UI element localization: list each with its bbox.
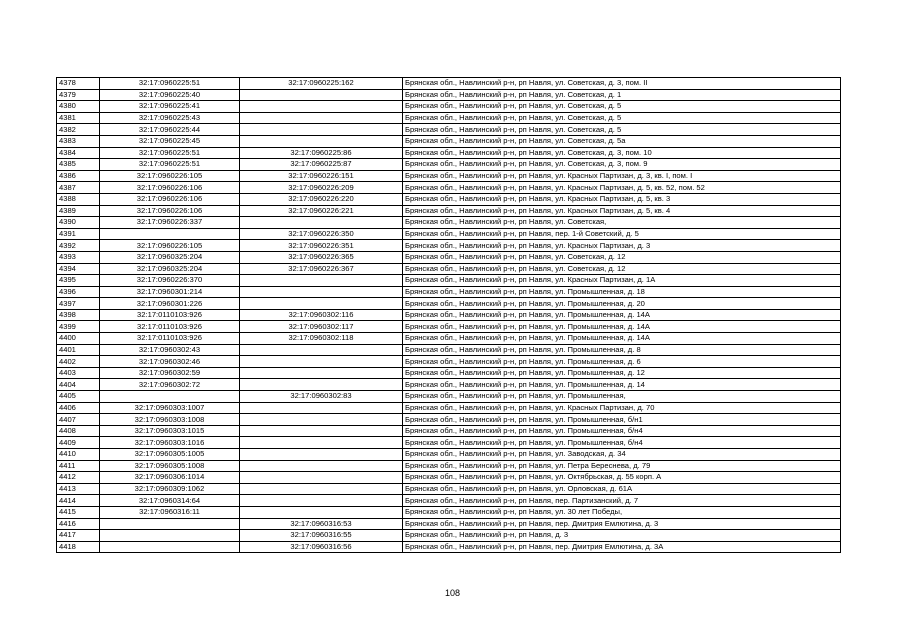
object-cadastral-number-cell bbox=[240, 414, 403, 426]
object-cadastral-number-cell bbox=[240, 495, 403, 507]
row-number-cell: 4410 bbox=[57, 449, 100, 461]
row-number-cell: 4397 bbox=[57, 298, 100, 310]
table-row bbox=[57, 286, 841, 298]
object-cadastral-number-cell: 32:17:0960226:221 bbox=[240, 205, 403, 217]
row-number-cell: 4392 bbox=[57, 240, 100, 252]
table-row bbox=[57, 483, 841, 495]
table-row bbox=[57, 344, 841, 356]
address-cell: Брянская обл., Навлинский р-н, рп Навля, ул. Промышленная, д. 6 bbox=[403, 356, 841, 368]
table-row bbox=[57, 263, 841, 275]
row-number-cell: 4381 bbox=[57, 112, 100, 124]
row-number-cell: 4407 bbox=[57, 414, 100, 426]
address-cell: Брянская обл., Навлинский р-н, рп Навля, ул. Промышленная, б/н4 bbox=[403, 425, 841, 437]
table-row bbox=[57, 367, 841, 379]
table-row bbox=[57, 425, 841, 437]
table-row bbox=[57, 124, 841, 136]
table-row bbox=[57, 437, 841, 449]
table-row bbox=[57, 414, 841, 426]
cadastral-number-cell: 32:17:0960306:1014 bbox=[100, 472, 240, 484]
object-cadastral-number-cell bbox=[240, 379, 403, 391]
object-cadastral-number-cell: 32:17:0960226:151 bbox=[240, 170, 403, 182]
table-row bbox=[57, 391, 841, 403]
cadastral-number-cell: 32:17:0960303:1008 bbox=[100, 414, 240, 426]
cadastral-number-cell: 32:17:0960225:45 bbox=[100, 135, 240, 147]
cadastral-number-cell bbox=[100, 541, 240, 553]
table-row bbox=[57, 356, 841, 368]
cadastral-number-cell bbox=[100, 530, 240, 542]
row-number-cell: 4378 bbox=[57, 78, 100, 90]
object-cadastral-number-cell: 32:17:0960302:117 bbox=[240, 321, 403, 333]
cadastral-number-cell: 32:17:0960305:1005 bbox=[100, 449, 240, 461]
row-number-cell: 4398 bbox=[57, 309, 100, 321]
object-cadastral-number-cell: 32:17:0960226:365 bbox=[240, 251, 403, 263]
registry-table-body bbox=[57, 78, 841, 553]
row-number-cell: 4408 bbox=[57, 425, 100, 437]
address-cell: Брянская обл., Навлинский р-н, рп Навля, ул. Советская, д. 12 bbox=[403, 251, 841, 263]
cadastral-number-cell: 32:17:0960305:1008 bbox=[100, 460, 240, 472]
row-number-cell: 4415 bbox=[57, 506, 100, 518]
cadastral-number-cell: 32:17:0960226:105 bbox=[100, 170, 240, 182]
address-cell: Брянская обл., Навлинский р-н, рп Навля, пер. Партизанский, д. 7 bbox=[403, 495, 841, 507]
cadastral-number-cell: 32:17:0960226:370 bbox=[100, 275, 240, 287]
cadastral-number-cell: 32:17:0960303:1015 bbox=[100, 425, 240, 437]
cadastral-number-cell: 32:17:0960226:106 bbox=[100, 182, 240, 194]
cadastral-number-cell: 32:17:0960226:105 bbox=[100, 240, 240, 252]
cadastral-number-cell: 32:17:0960303:1007 bbox=[100, 402, 240, 414]
address-cell: Брянская обл., Навлинский р-н, рп Навля, ул. Красных Партизан, д. 5, кв. 4 bbox=[403, 205, 841, 217]
table-row bbox=[57, 101, 841, 113]
cadastral-number-cell: 32:17:0960303:1016 bbox=[100, 437, 240, 449]
object-cadastral-number-cell: 32:17:0960302:118 bbox=[240, 333, 403, 345]
table-row bbox=[57, 251, 841, 263]
object-cadastral-number-cell bbox=[240, 275, 403, 287]
object-cadastral-number-cell bbox=[240, 286, 403, 298]
cadastral-number-cell bbox=[100, 391, 240, 403]
row-number-cell: 4400 bbox=[57, 333, 100, 345]
object-cadastral-number-cell bbox=[240, 437, 403, 449]
address-cell: Брянская обл., Навлинский р-н, рп Навля, ул. Заводская, д. 34 bbox=[403, 449, 841, 461]
cadastral-number-cell: 32:17:0960302:59 bbox=[100, 367, 240, 379]
address-cell: Брянская обл., Навлинский р-н, рп Навля, ул. Промышленная, б/н4 bbox=[403, 437, 841, 449]
object-cadastral-number-cell bbox=[240, 402, 403, 414]
address-cell: Брянская обл., Навлинский р-н, рп Навля, ул. Промышленная, д. 12 bbox=[403, 367, 841, 379]
cadastral-number-cell: 32:17:0960316:11 bbox=[100, 506, 240, 518]
address-cell: Брянская обл., Навлинский р-н, рп Навля, пер. Дмитрия Емлютина, д. 3А bbox=[403, 541, 841, 553]
table-row bbox=[57, 182, 841, 194]
cadastral-number-cell: 32:17:0960301:226 bbox=[100, 298, 240, 310]
table-row bbox=[57, 495, 841, 507]
row-number-cell: 4401 bbox=[57, 344, 100, 356]
row-number-cell: 4391 bbox=[57, 228, 100, 240]
object-cadastral-number-cell: 32:17:0960316:53 bbox=[240, 518, 403, 530]
row-number-cell: 4416 bbox=[57, 518, 100, 530]
address-cell: Брянская обл., Навлинский р-н, рп Навля, ул. Промышленная, д. 18 bbox=[403, 286, 841, 298]
row-number-cell: 4389 bbox=[57, 205, 100, 217]
registry-table bbox=[56, 77, 841, 553]
row-number-cell: 4405 bbox=[57, 391, 100, 403]
address-cell: Брянская обл., Навлинский р-н, рп Навля, ул. 30 лет Победы, bbox=[403, 506, 841, 518]
address-cell: Брянская обл., Навлинский р-н, рп Навля, ул. Октябрьская, д. 55 корп. А bbox=[403, 472, 841, 484]
address-cell: Брянская обл., Навлинский р-н, рп Навля, ул. Промышленная, bbox=[403, 391, 841, 403]
table-row bbox=[57, 402, 841, 414]
object-cadastral-number-cell bbox=[240, 124, 403, 136]
row-number-cell: 4402 bbox=[57, 356, 100, 368]
cadastral-number-cell: 32:17:0960225:51 bbox=[100, 159, 240, 171]
object-cadastral-number-cell bbox=[240, 135, 403, 147]
object-cadastral-number-cell: 32:17:0960225:87 bbox=[240, 159, 403, 171]
row-number-cell: 4409 bbox=[57, 437, 100, 449]
address-cell: Брянская обл., Навлинский р-н, рп Навля, ул. Красных Партизан, д. 70 bbox=[403, 402, 841, 414]
table-row bbox=[57, 460, 841, 472]
object-cadastral-number-cell: 32:17:0960226:209 bbox=[240, 182, 403, 194]
address-cell: Брянская обл., Навлинский р-н, рп Навля, д. 3 bbox=[403, 530, 841, 542]
table-row bbox=[57, 193, 841, 205]
row-number-cell: 4395 bbox=[57, 275, 100, 287]
table-row bbox=[57, 506, 841, 518]
row-number-cell: 4418 bbox=[57, 541, 100, 553]
address-cell: Брянская обл., Навлинский р-н, рп Навля, ул. Промышленная, д. 14А bbox=[403, 321, 841, 333]
table-row bbox=[57, 217, 841, 229]
row-number-cell: 4387 bbox=[57, 182, 100, 194]
cadastral-number-cell: 32:17:0960225:44 bbox=[100, 124, 240, 136]
row-number-cell: 4386 bbox=[57, 170, 100, 182]
table-row bbox=[57, 275, 841, 287]
row-number-cell: 4385 bbox=[57, 159, 100, 171]
object-cadastral-number-cell: 32:17:0960302:116 bbox=[240, 309, 403, 321]
table-row bbox=[57, 240, 841, 252]
table-row bbox=[57, 298, 841, 310]
address-cell: Брянская обл., Навлинский р-н, рп Навля, пер. 1-й Советский, д. 5 bbox=[403, 228, 841, 240]
table-row bbox=[57, 135, 841, 147]
address-cell: Брянская обл., Навлинский р-н, рп Навля, ул. Советская, д. 5 bbox=[403, 124, 841, 136]
address-cell: Брянская обл., Навлинский р-н, рп Навля, ул. Советская, д. 12 bbox=[403, 263, 841, 275]
address-cell: Брянская обл., Навлинский р-н, рп Навля, ул. Красных Партизан, д. 3, кв. I, пом. I bbox=[403, 170, 841, 182]
address-cell: Брянская обл., Навлинский р-н, рп Навля, ул. Советская, д. 5а bbox=[403, 135, 841, 147]
address-cell: Брянская обл., Навлинский р-н, рп Навля, ул. Промышленная, д. 14А bbox=[403, 333, 841, 345]
table-row bbox=[57, 112, 841, 124]
row-number-cell: 4396 bbox=[57, 286, 100, 298]
address-cell: Брянская обл., Навлинский р-н, рп Навля, ул. Советская, д. 5 bbox=[403, 112, 841, 124]
row-number-cell: 4406 bbox=[57, 402, 100, 414]
row-number-cell: 4414 bbox=[57, 495, 100, 507]
cadastral-number-cell bbox=[100, 228, 240, 240]
table-row bbox=[57, 170, 841, 182]
address-cell: Брянская обл., Навлинский р-н, рп Навля, ул. Орловская, д. 61А bbox=[403, 483, 841, 495]
cadastral-number-cell: 32:17:0960325:204 bbox=[100, 251, 240, 263]
address-cell: Брянская обл., Навлинский р-н, рп Навля, ул. Промышленная, д. 20 bbox=[403, 298, 841, 310]
table-row bbox=[57, 449, 841, 461]
object-cadastral-number-cell bbox=[240, 472, 403, 484]
row-number-cell: 4403 bbox=[57, 367, 100, 379]
cadastral-number-cell: 32:17:0960225:51 bbox=[100, 147, 240, 159]
object-cadastral-number-cell bbox=[240, 356, 403, 368]
cadastral-number-cell: 32:17:0960302:46 bbox=[100, 356, 240, 368]
cadastral-number-cell: 32:17:0960302:43 bbox=[100, 344, 240, 356]
object-cadastral-number-cell bbox=[240, 425, 403, 437]
table-row bbox=[57, 321, 841, 333]
address-cell: Брянская обл., Навлинский р-н, рп Навля, ул. Советская, д. 3, пом. II bbox=[403, 78, 841, 90]
cadastral-number-cell: 32:17:0960225:51 bbox=[100, 78, 240, 90]
object-cadastral-number-cell: 32:17:0960225:162 bbox=[240, 78, 403, 90]
address-cell: Брянская обл., Навлинский р-н, рп Навля, ул. Петра Береснева, д. 79 bbox=[403, 460, 841, 472]
row-number-cell: 4413 bbox=[57, 483, 100, 495]
row-number-cell: 4384 bbox=[57, 147, 100, 159]
row-number-cell: 4393 bbox=[57, 251, 100, 263]
object-cadastral-number-cell bbox=[240, 460, 403, 472]
cadastral-number-cell: 32:17:0960325:204 bbox=[100, 263, 240, 275]
row-number-cell: 4379 bbox=[57, 89, 100, 101]
address-cell: Брянская обл., Навлинский р-н, рп Навля, ул. Красных Партизан, д. 5, кв. 3 bbox=[403, 193, 841, 205]
row-number-cell: 4382 bbox=[57, 124, 100, 136]
cadastral-number-cell bbox=[100, 518, 240, 530]
object-cadastral-number-cell bbox=[240, 506, 403, 518]
row-number-cell: 4411 bbox=[57, 460, 100, 472]
table-row bbox=[57, 530, 841, 542]
cadastral-number-cell: 32:17:0960314:64 bbox=[100, 495, 240, 507]
object-cadastral-number-cell bbox=[240, 89, 403, 101]
object-cadastral-number-cell: 32:17:0960226:367 bbox=[240, 263, 403, 275]
cadastral-number-cell: 32:17:0960226:106 bbox=[100, 205, 240, 217]
table-row bbox=[57, 472, 841, 484]
table-row bbox=[57, 89, 841, 101]
row-number-cell: 4417 bbox=[57, 530, 100, 542]
cadastral-number-cell: 32:17:0960225:40 bbox=[100, 89, 240, 101]
address-cell: Брянская обл., Навлинский р-н, рп Навля, ул. Красных Партизан, д. 1А bbox=[403, 275, 841, 287]
object-cadastral-number-cell bbox=[240, 112, 403, 124]
table-row bbox=[57, 541, 841, 553]
row-number-cell: 4380 bbox=[57, 101, 100, 113]
address-cell: Брянская обл., Навлинский р-н, рп Навля, ул. Советская, д. 5 bbox=[403, 101, 841, 113]
address-cell: Брянская обл., Навлинский р-н, рп Навля, ул. Советская, д. 1 bbox=[403, 89, 841, 101]
address-cell: Брянская обл., Навлинский р-н, рп Навля, ул. Советская, д. 3, пом. 10 bbox=[403, 147, 841, 159]
row-number-cell: 4394 bbox=[57, 263, 100, 275]
page-number: 108 bbox=[444, 588, 461, 598]
object-cadastral-number-cell bbox=[240, 483, 403, 495]
object-cadastral-number-cell bbox=[240, 101, 403, 113]
table-row bbox=[57, 78, 841, 90]
address-cell: Брянская обл., Навлинский р-н, рп Навля, ул. Промышленная, б/н1 bbox=[403, 414, 841, 426]
object-cadastral-number-cell: 32:17:0960226:220 bbox=[240, 193, 403, 205]
address-cell: Брянская обл., Навлинский р-н, рп Навля, ул. Промышленная, д. 8 bbox=[403, 344, 841, 356]
object-cadastral-number-cell bbox=[240, 344, 403, 356]
object-cadastral-number-cell: 32:17:0960225:86 bbox=[240, 147, 403, 159]
cadastral-number-cell: 32:17:0110103:926 bbox=[100, 309, 240, 321]
object-cadastral-number-cell bbox=[240, 449, 403, 461]
row-number-cell: 4388 bbox=[57, 193, 100, 205]
table-row bbox=[57, 205, 841, 217]
row-number-cell: 4404 bbox=[57, 379, 100, 391]
cadastral-number-cell: 32:17:0960302:72 bbox=[100, 379, 240, 391]
table-row bbox=[57, 309, 841, 321]
object-cadastral-number-cell bbox=[240, 217, 403, 229]
cadastral-number-cell: 32:17:0960225:41 bbox=[100, 101, 240, 113]
address-cell: Брянская обл., Навлинский р-н, рп Навля, ул. Промышленная, д. 14А bbox=[403, 309, 841, 321]
object-cadastral-number-cell: 32:17:0960302:83 bbox=[240, 391, 403, 403]
cadastral-number-cell: 32:17:0110103:926 bbox=[100, 333, 240, 345]
address-cell: Брянская обл., Навлинский р-н, рп Навля, ул. Красных Партизан, д. 5, кв. 52, пом. 52 bbox=[403, 182, 841, 194]
cadastral-number-cell: 32:17:0960301:214 bbox=[100, 286, 240, 298]
address-cell: Брянская обл., Навлинский р-н, рп Навля, ул. Промышленная, д. 14 bbox=[403, 379, 841, 391]
address-cell: Брянская обл., Навлинский р-н, рп Навля, ул. Красных Партизан, д. 3 bbox=[403, 240, 841, 252]
table-row bbox=[57, 333, 841, 345]
row-number-cell: 4412 bbox=[57, 472, 100, 484]
object-cadastral-number-cell bbox=[240, 367, 403, 379]
row-number-cell: 4399 bbox=[57, 321, 100, 333]
table-row bbox=[57, 518, 841, 530]
cadastral-number-cell: 32:17:0960226:106 bbox=[100, 193, 240, 205]
object-cadastral-number-cell: 32:17:0960226:350 bbox=[240, 228, 403, 240]
table-row bbox=[57, 228, 841, 240]
cadastral-number-cell: 32:17:0110103:926 bbox=[100, 321, 240, 333]
object-cadastral-number-cell: 32:17:0960316:56 bbox=[240, 541, 403, 553]
cadastral-number-cell: 32:17:0960309:1062 bbox=[100, 483, 240, 495]
address-cell: Брянская обл., Навлинский р-н, рп Навля, пер. Дмитрия Емлютина, д. 3 bbox=[403, 518, 841, 530]
cadastral-number-cell: 32:17:0960226:337 bbox=[100, 217, 240, 229]
address-cell: Брянская обл., Навлинский р-н, рп Навля, ул. Советская, bbox=[403, 217, 841, 229]
row-number-cell: 4390 bbox=[57, 217, 100, 229]
table-row bbox=[57, 379, 841, 391]
table-row bbox=[57, 147, 841, 159]
object-cadastral-number-cell: 32:17:0960316:55 bbox=[240, 530, 403, 542]
cadastral-number-cell: 32:17:0960225:43 bbox=[100, 112, 240, 124]
address-cell: Брянская обл., Навлинский р-н, рп Навля, ул. Советская, д. 3, пом. 9 bbox=[403, 159, 841, 171]
object-cadastral-number-cell bbox=[240, 298, 403, 310]
object-cadastral-number-cell: 32:17:0960226:351 bbox=[240, 240, 403, 252]
table-row bbox=[57, 159, 841, 171]
row-number-cell: 4383 bbox=[57, 135, 100, 147]
